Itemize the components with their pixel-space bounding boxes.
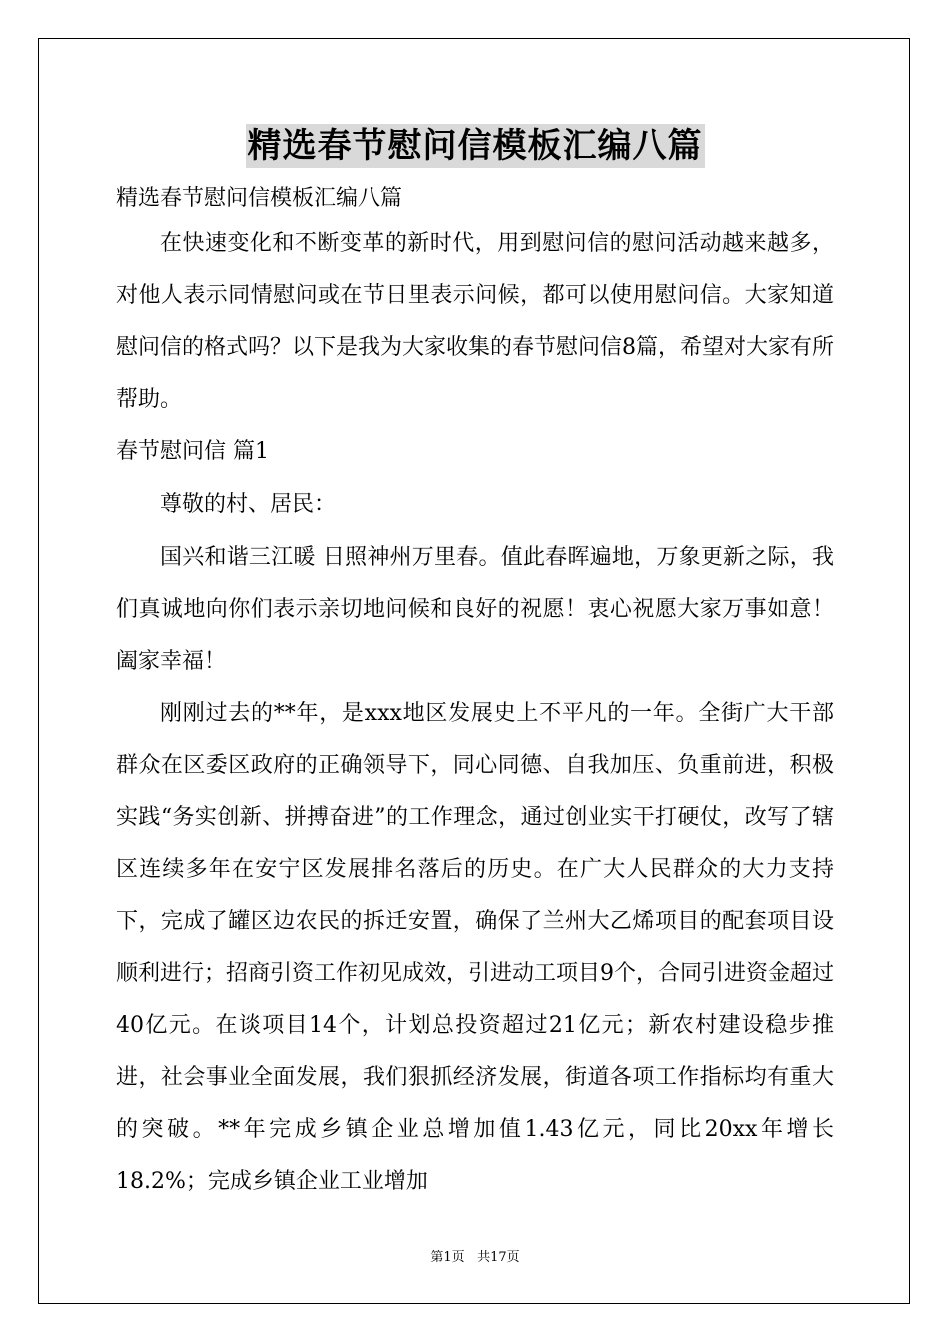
letter-greeting: 尊敬的村、居民： xyxy=(160,492,337,517)
page-footer xyxy=(0,1246,950,1265)
document-title: 精选春节慰问信模板汇编八篇 xyxy=(247,126,703,166)
subtitle-line: 精选春节慰问信模板汇编八篇 xyxy=(116,186,403,211)
document-body xyxy=(116,180,834,1208)
title-container xyxy=(0,124,950,168)
body-paragraph-2: 刚刚过去的**年，是xxx地区发展史上不平凡的一年。全街广大干部群众在区委区政府的正确领导下，同心同德、自我加压、负重前进，积极实践“务实创新、拼搏奋进”的工作理念，通过创业实干打硬仗，改写了辖区连续多年在安宁区发展排名落后的历史。在广大人民群众的大力支持下，完成了罐区边农民的拆迁安置，确保了兰州大乙烯项目的配套项目设顺利进行；招商引资工作初见成效，引进动工项目9个，合同引进资金超过40亿元。在谈项目14个，计划总投资超过21亿元；新农村建设稳步推进，社会事业全面发展，我们狠抓经济发展，街道各项工作指标均有重大的突破。**年完成乡镇企业总增加值1.43亿元，同比20xx年增长18.2%；完成乡镇企业工业增加 xyxy=(116,701,834,1194)
page-total: 共17页 xyxy=(477,1250,520,1265)
body-paragraph-1: 国兴和谐三江暖 日照神州万里春。值此春晖遍地，万象更新之际，我们真诚地向你们表示亲切地问候和良好的祝愿！衷心祝愿大家万事如意！阖家幸福！ xyxy=(116,545,834,674)
page-number: 第1页 xyxy=(430,1250,465,1265)
intro-paragraph: 在快速变化和不断变革的新时代，用到慰问信的慰问活动越来越多，对他人表示同情慰问或在节日里表示问候，都可以使用慰问信。大家知道慰问信的格式吗？以下是我为大家收集的春节慰问信8篇，希望对大家有所帮助。 xyxy=(116,231,834,412)
section-heading: 春节慰问信 篇1 xyxy=(116,439,269,464)
